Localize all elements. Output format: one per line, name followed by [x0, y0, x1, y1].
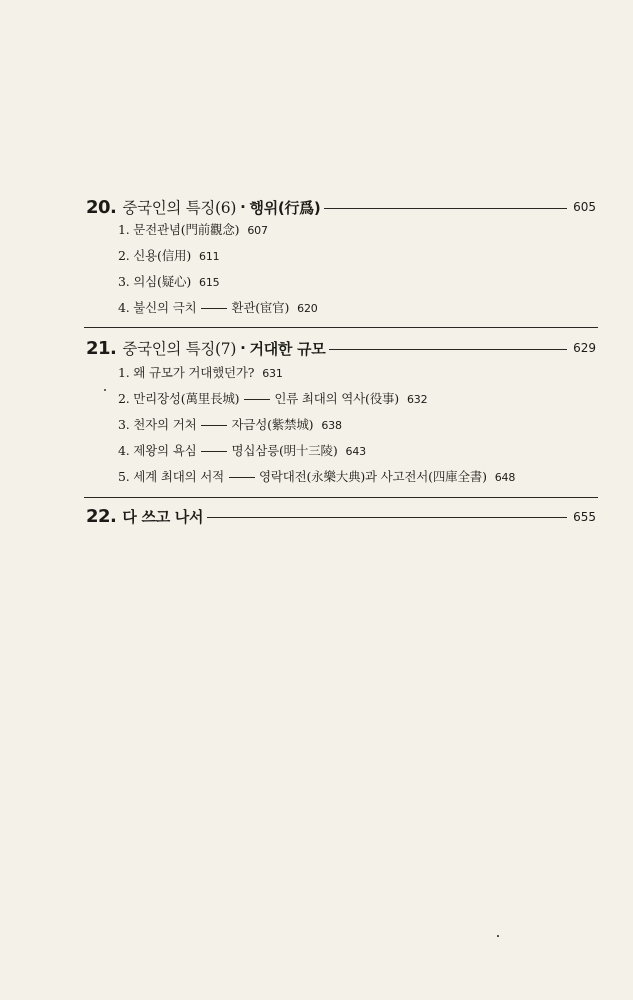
entry-detail: 명십삼릉(明十三陵) [231, 443, 338, 458]
em-dash [201, 451, 227, 452]
entry-label: 4. 불신의 극치 [118, 300, 197, 315]
toc-entry [118, 220, 268, 238]
entry-label: 4. 제왕의 욕심 [118, 443, 197, 458]
toc-entry [118, 272, 219, 290]
leader-rule [207, 517, 567, 518]
entry-page-number: 607 [247, 224, 268, 237]
chapter-subtitle: 행위(行爲) [249, 198, 321, 217]
chapter-page-number: 629 [573, 341, 596, 355]
entry-page-number: 643 [345, 445, 366, 458]
entry-detail: 인류 최대의 역사(役事) [274, 391, 399, 406]
chapter-page-number: 605 [573, 200, 596, 214]
section-divider [84, 327, 598, 328]
toc-entry [118, 246, 219, 264]
entry-label: 2. 신용(信用) [118, 248, 192, 263]
em-dash [229, 477, 255, 478]
entry-page-number: 611 [199, 250, 220, 263]
entry-label: 1. 왜 규모가 거대했던가? [118, 365, 255, 380]
toc-entry [118, 298, 318, 316]
entry-page-number: 615 [199, 276, 220, 289]
entry-page-number: 648 [494, 471, 516, 484]
entry-page-number: 638 [321, 419, 342, 432]
chapter-title: 중국인의 특징(6) [122, 199, 237, 217]
entry-page-number: 620 [297, 302, 318, 315]
leader-rule [324, 208, 567, 209]
section-divider [84, 497, 598, 498]
print-speck [497, 935, 499, 937]
toc-entry [118, 415, 342, 433]
chapter-title: 중국인의 특징(7) [122, 340, 237, 358]
chapter-21-heading [86, 337, 596, 359]
em-dash [201, 308, 227, 309]
chapter-22-heading [86, 506, 596, 527]
print-speck [104, 389, 106, 391]
chapter-title: 다 쓰고 나서 [122, 508, 204, 526]
entry-label: 3. 천자의 거처 [118, 417, 197, 432]
toc-entry [118, 441, 366, 459]
entry-detail: 자금성(紫禁城) [231, 417, 314, 432]
entry-label: 2. 만리장성(萬里長城) [118, 391, 240, 406]
entry-page-number: 632 [407, 393, 428, 406]
toc-entry [118, 363, 283, 381]
chapter-subtitle: 거대한 규모 [249, 339, 326, 358]
em-dash [244, 399, 270, 400]
entry-label: 5. 세계 최대의 서적 [118, 469, 224, 484]
chapter-page-number: 655 [573, 509, 596, 524]
chapter-separator: · [240, 198, 246, 216]
em-dash [201, 425, 227, 426]
entry-detail: 영락대전(永樂大典)과 사고전서(四庫全書) [258, 469, 487, 484]
chapter-20-heading [86, 196, 596, 218]
entry-page-number: 631 [262, 367, 283, 380]
toc-entry [118, 467, 515, 485]
entry-label: 1. 문전관념(門前觀念) [118, 222, 240, 237]
toc-entry [118, 389, 427, 407]
chapter-number: 20. [86, 196, 117, 218]
entry-detail: 환관(宦官) [231, 300, 290, 315]
entry-label: 3. 의심(疑心) [118, 274, 192, 289]
leader-rule [329, 349, 567, 350]
chapter-number: 21. [86, 337, 117, 359]
chapter-number: 22. [86, 506, 117, 527]
chapter-separator: · [240, 339, 246, 357]
